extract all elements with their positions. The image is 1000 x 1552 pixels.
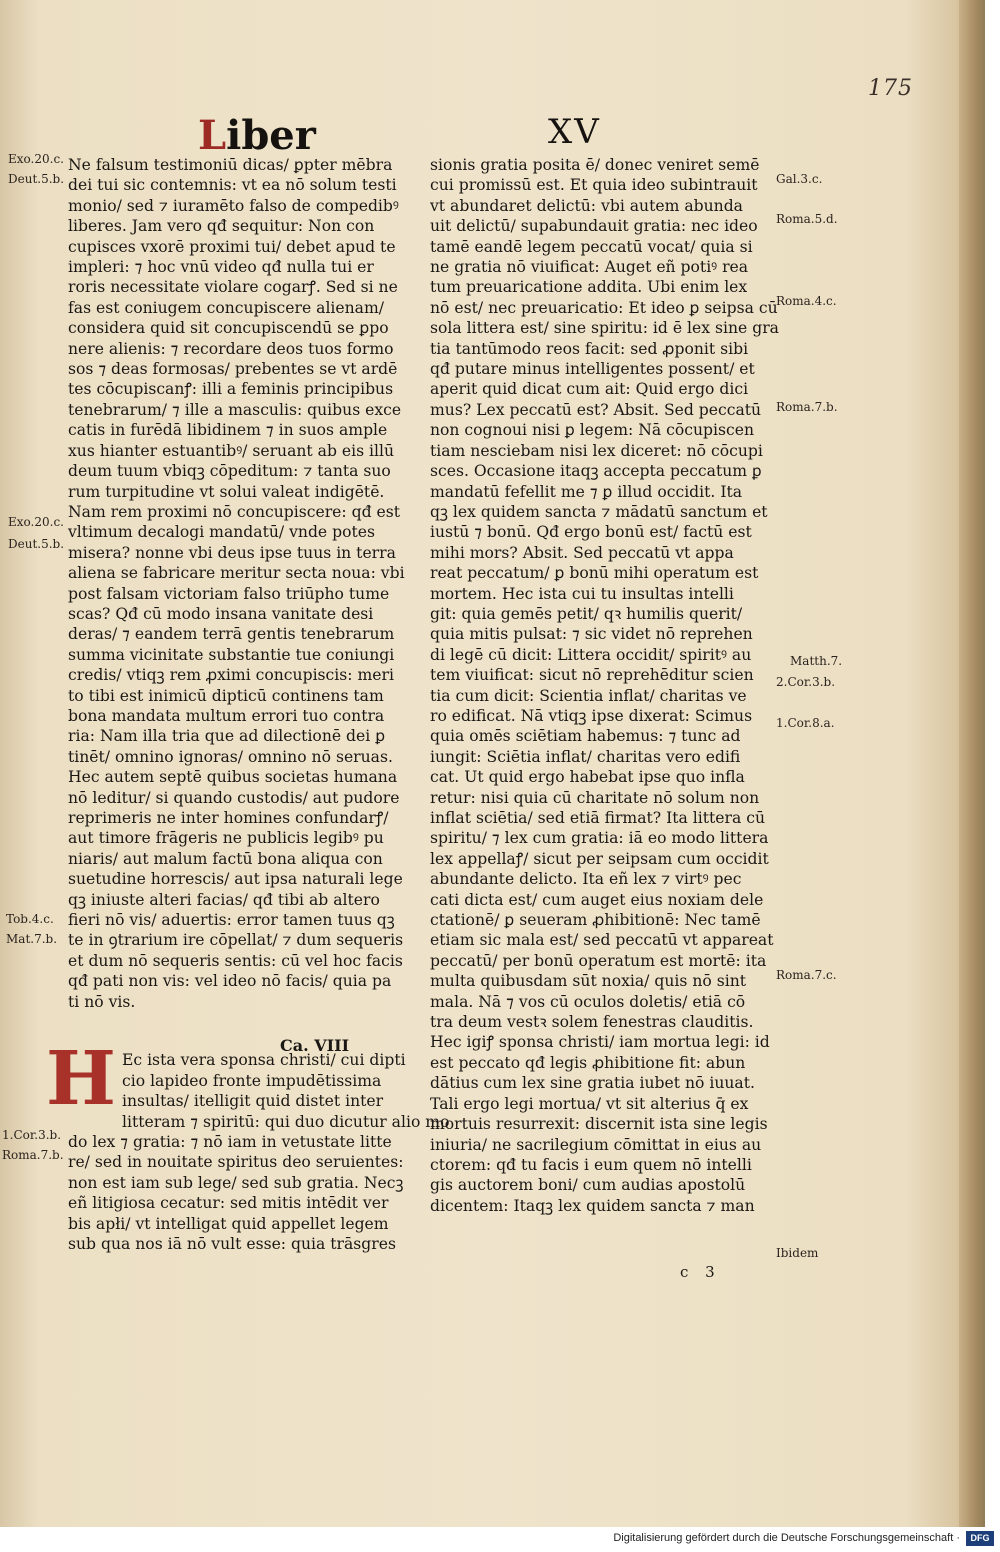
text-line: sces. Occasione itaqꝫ accepta peccatum ꝑ — [430, 462, 762, 481]
text-line: cupisces vxorē proximi tui/ debet apud te — [68, 237, 396, 256]
margin-note: Ibidem — [776, 1246, 819, 1260]
text-line: abundante delicto. Ita eñ lex ⁊ virtꝰ pec — [430, 870, 742, 889]
text-line: reprimeris ne inter homines confundarꝭ/ — [68, 809, 389, 827]
text-line: peccatū/ per bonū operatum est mortē: ita — [430, 951, 767, 970]
text-line: ctorem: qđ tu facis i eum quem nō intelli — [430, 1155, 752, 1174]
text-line: ctationē/ ꝑ seueram ꝓhibitionē: Nec tamē — [430, 911, 761, 930]
text-line: vltimum decalogi mandatū/ vnde potes — [68, 523, 375, 542]
text-line: quia mitis pulsat: ⁊ sic videt nō reprehen — [430, 625, 753, 644]
text-line: vt abundaret delictū: vbi autem abunda — [430, 196, 743, 215]
text-line: qđ pati non vis: vel ideo nō facis/ quia pa — [68, 972, 392, 991]
text-line: sub qua nos iā nō vult esse: quia trāsgres — [68, 1235, 396, 1254]
running-head-initial: L — [198, 112, 227, 159]
margin-note: Matth.7. — [790, 654, 843, 668]
text-line: impleri: ⁊ hoc vnū video qđ nulla tui er — [68, 258, 374, 277]
text-line: iniuria/ ne sacrilegium cōmittat in eius au — [430, 1135, 762, 1154]
text-line: dicentem: Itaqꝫ lex quidem sancta ⁊ man — [430, 1196, 755, 1215]
text-line: di legē cū dicit: Littera occidit/ spiritꝰ au — [430, 645, 752, 664]
text-line: aliena se fabricare meritur secta noua: vbi — [68, 564, 405, 583]
margin-note: 2.Cor.3.b. — [776, 675, 836, 689]
chapter-heading: Ca. VIII — [280, 1036, 350, 1055]
text-line: deum tuum vbiqꝫ cōpeditum: ⁊ tanta suo — [68, 462, 391, 481]
text-line: sos ⁊ deas formosas/ prebentes se vt ardē — [68, 360, 398, 379]
text-line: dātius cum lex sine gratia iubet nō iuuat. — [430, 1074, 755, 1093]
text-line: non est iam sub lege/ sed sub gratia. Necꝫ — [68, 1173, 404, 1192]
text-line: mala. Nā ⁊ vos cū oculos doletis/ etiā cō — [430, 992, 746, 1011]
dfg-logo: DFG — [966, 1531, 994, 1546]
text-line: Hec igiꝭ sponsa christi/ iam mortua legi: id — [430, 1033, 770, 1052]
margin-note: 1.Cor.8.a. — [776, 716, 835, 730]
text-line: etiam sic mala est/ sed peccatū vt appareat — [430, 931, 774, 950]
margin-note: Roma.7.b. — [776, 400, 838, 414]
text-line: fas est coniugem concupiscere alienam/ — [68, 298, 385, 317]
text-line: mortem. Hec ista cui tu insultas intelli — [430, 584, 734, 603]
text-line: rum turpitudine vt solui valeat indigētē. — [68, 482, 385, 501]
text-line: nō est/ nec preuaricatio: Et ideo ꝑ seipsa cū — [430, 298, 778, 317]
text-line: Ne falsum testimoniū dicas/ ꝑpter mēbra — [68, 156, 393, 174]
margin-note: Deut.5.b. — [8, 537, 65, 551]
margin-note: Roma.7.b. — [2, 1148, 64, 1162]
margin-note: Exo.20.c. — [8, 515, 64, 529]
text-line: credis/ vtiqꝫ rem ꝓximi concupiscis: meri — [68, 666, 394, 685]
text-line: litteram ⁊ spiritū: qui duo dicutur alio mo — [122, 1112, 450, 1131]
text-line: Nam rem proximi nō concupiscere: qđ est — [68, 502, 401, 521]
margin-note: Tob.4.c. — [6, 912, 54, 926]
foliation-number: 175 — [868, 76, 913, 101]
text-line: nō leditur/ si quando custodis/ aut pudore — [68, 788, 400, 807]
text-line: to tibi est inimicū dipticū continens tam — [68, 686, 384, 705]
text-line: qđ putare minus intelligentes possent/ et — [430, 360, 755, 379]
text-line: insultas/ itelligit quid distet inter — [122, 1092, 384, 1111]
text-line: bona mandata multum errori tuo contra — [68, 706, 385, 725]
page-edge — [959, 0, 985, 1527]
text-line: bis apłi/ vt intelligat quid appellet legem — [68, 1214, 389, 1233]
text-line: nere alienis: ⁊ recordare deos tuos formo — [68, 339, 394, 358]
text-line: mortuis resurrexit: discernit ista sine legis — [430, 1115, 768, 1134]
text-line: retur: nisi quia cū charitate nō solum non — [430, 788, 760, 807]
right-column — [430, 155, 779, 1216]
footer-bar — [0, 1527, 1000, 1552]
text-line: monio/ sed ⁊ iuramēto falso de compedibꝰ — [68, 196, 399, 215]
text-line: niaris/ aut malum factū bona aliqua con — [68, 849, 383, 868]
text-line: tra deum vestꝛ solem fenestras clauditis. — [430, 1013, 754, 1032]
text-line: gis auctorem boni/ cum audias apostolū — [430, 1176, 746, 1195]
text-line: est peccato qđ legis ꝓhibitione fit: abun — [430, 1053, 746, 1072]
text-line: tiam nesciebam nisi lex diceret: nō cōcupi — [430, 441, 763, 460]
margin-note: Gal.3.c. — [776, 172, 823, 186]
text-line: cati dicta est/ cum auget eius noxiam dele — [430, 890, 764, 909]
text-line: tamē eandē legem peccatū vocat/ quia si — [430, 237, 753, 256]
text-line: xus hianter estuantibꝰ/ seruant ab eis illū — [68, 441, 395, 460]
margin-note: Deut.5.b. — [8, 172, 65, 186]
drop-cap-initial: H — [46, 1036, 116, 1122]
text-line: Ec ista vera sponsa christi/ cui dipti — [122, 1051, 406, 1069]
text-line: iungit: Sciētia inflat/ charitas vero edifi — [430, 747, 741, 766]
text-line: post falsam victoriam falso triūpho tume — [68, 584, 390, 603]
margin-note: 1.Cor.3.b. — [2, 1128, 62, 1142]
text-line: misera? nonne vbi deus ipse tuus in terra — [68, 543, 396, 562]
text-line: multa quibusdam sūt noxia/ quis nō sint — [430, 972, 747, 991]
text-line: tem viuificat: sicut nō reprehēditur scien — [430, 666, 754, 685]
text-line: iustū ⁊ bonū. Qđ ergo bonū est/ factū est — [430, 523, 752, 542]
margin-note: Mat.7.b. — [6, 932, 58, 946]
text-line: summa vicinitate substantie tue coniungi — [68, 645, 395, 664]
text-line: lex appellaꝭ/ sicut per seipsam cum occidit — [430, 849, 769, 868]
text-line: eñ litigiosa cecatur: sed mitis intēdit ver — [68, 1194, 389, 1213]
margin-note: Exo.20.c. — [8, 152, 64, 166]
footer-credit: Digitalisierung gefördert durch die Deutsche Forschungsgemeinschaft · — [613, 1532, 960, 1544]
text-line: do lex ⁊ gratia: ⁊ nō iam in vetustate litte — [68, 1133, 392, 1151]
text-line: reat peccatum/ ꝑ bonū mihi operatum est — [430, 564, 759, 583]
running-head-rest: iber — [226, 112, 316, 159]
margin-note: Roma.7.c. — [776, 968, 837, 982]
text-line: mihi mors? Absit. Sed peccatū vt appa — [430, 543, 734, 562]
text-line: dei tui sic contemnis: vt ea nō solum testi — [68, 176, 397, 195]
text-line: ti nō vis. — [68, 992, 136, 1011]
left-column — [68, 155, 408, 1012]
text-line: non cognoui nisi ꝑ legem: Nā cōcupiscen — [430, 421, 754, 440]
running-head-right: XV — [548, 112, 601, 152]
text-line: et dum nō sequeris sentis: cū vel hoc facis — [68, 951, 403, 970]
left-dropcap-text — [122, 1050, 450, 1132]
left-tail-text — [68, 1132, 408, 1254]
text-line: tinēt/ omnino ignoras/ omnino nō seruas. — [68, 747, 393, 766]
text-line: tia tantūmodo reos facit: sed ꝓponit sibi — [430, 339, 749, 358]
text-line: Tali ergo legi mortua/ vt sit alterius q̄ ex — [430, 1094, 749, 1113]
text-line: roris necessitate violare cogarꝭ. Sed si ne — [68, 278, 398, 297]
text-line: cio lapideo fronte impudētissima — [122, 1071, 382, 1090]
text-line: fieri nō vis/ aduertis: error tamen tuus qꝫ — [68, 911, 395, 930]
text-line: suetudine horrescis/ aut ipsa naturali lege — [68, 870, 403, 889]
text-line: mus? Lex peccatū est? Absit. Sed peccatū — [430, 400, 762, 419]
text-line: mandatū fefellit me ⁊ ꝑ illud occidit. Ita — [430, 482, 743, 501]
text-line: qꝫ lex quidem sancta ⁊ mādatū sanctum et — [430, 502, 768, 521]
margin-note: Roma.4.c. — [776, 294, 837, 308]
text-line: cui promissū est. Et quia ideo subintrauit — [430, 176, 758, 195]
text-line: deras/ ⁊ eandem terrā gentis tenebrarum — [68, 625, 395, 644]
text-line: tes cōcupiscanꝭ: illi a feminis principibus — [68, 380, 394, 399]
text-line: considera quid sit concupiscendū se ꝑpo — [68, 319, 389, 338]
text-line: cat. Ut quid ergo habebat ipse quo infla — [430, 768, 745, 787]
text-line: tenebrarum/ ⁊ ille a masculis: quibus exce — [68, 400, 402, 419]
signature-mark: c 3 — [680, 1263, 721, 1281]
text-line: quia omēs sciētiam habemus: ⁊ tunc ad — [430, 727, 741, 746]
margin-note: Roma.5.d. — [776, 212, 838, 226]
text-line: uit delictū/ supabundauit gratia: nec ideo — [430, 217, 758, 236]
text-line: sola littera est/ sine spiritu: id ē lex sine gra — [430, 319, 779, 338]
text-line: ne gratia nō viuificat: Auget eñ potiꝰ rea — [430, 258, 749, 277]
text-line: sionis gratia posita ē/ donec veniret semē — [430, 156, 760, 174]
text-line: qꝫ iniuste alteri facias/ qđ tibi ab altero — [68, 890, 380, 909]
text-line: catis in furēdā libidinem ⁊ in suos ample — [68, 421, 388, 440]
text-line: scas? Qđ cū modo insana vanitate desi — [68, 604, 374, 623]
text-line: inflat sciētia/ sed etiā firmat? Ita littera cū — [430, 809, 765, 827]
text-line: re/ sed in nouitate spiritus deo seruientes: — [68, 1153, 404, 1172]
text-line: spiritu/ ⁊ lex cum gratia: iā eo modo littera — [430, 829, 769, 848]
text-line: aperit quid dicat cum ait: Quid ergo dici — [430, 380, 749, 399]
text-line: te in ꝯtrarium ire cōpellat/ ⁊ dum sequeris — [68, 931, 404, 950]
text-line: liberes. Jam vero qđ sequitur: Non con — [68, 217, 375, 236]
text-line: git: quia gemēs petit/ qꝛ humilis querit/ — [430, 604, 743, 623]
text-line: ria: Nam illa tria que ad dilectionē dei ꝑ — [68, 727, 386, 746]
running-head-left — [198, 112, 316, 159]
text-line: tum preuaricatione addita. Ubi enim lex — [430, 278, 748, 297]
text-line: Hec autem septē quibus societas humana — [68, 768, 398, 787]
text-line: ro edificat. Nā vtiqꝫ ipse dixerat: Scimus — [430, 706, 753, 725]
text-line: tia cum dicit: Scientia inflat/ charitas ve — [430, 686, 747, 705]
text-line: aut timore frāgeris ne publicis legibꝰ pu — [68, 829, 384, 848]
